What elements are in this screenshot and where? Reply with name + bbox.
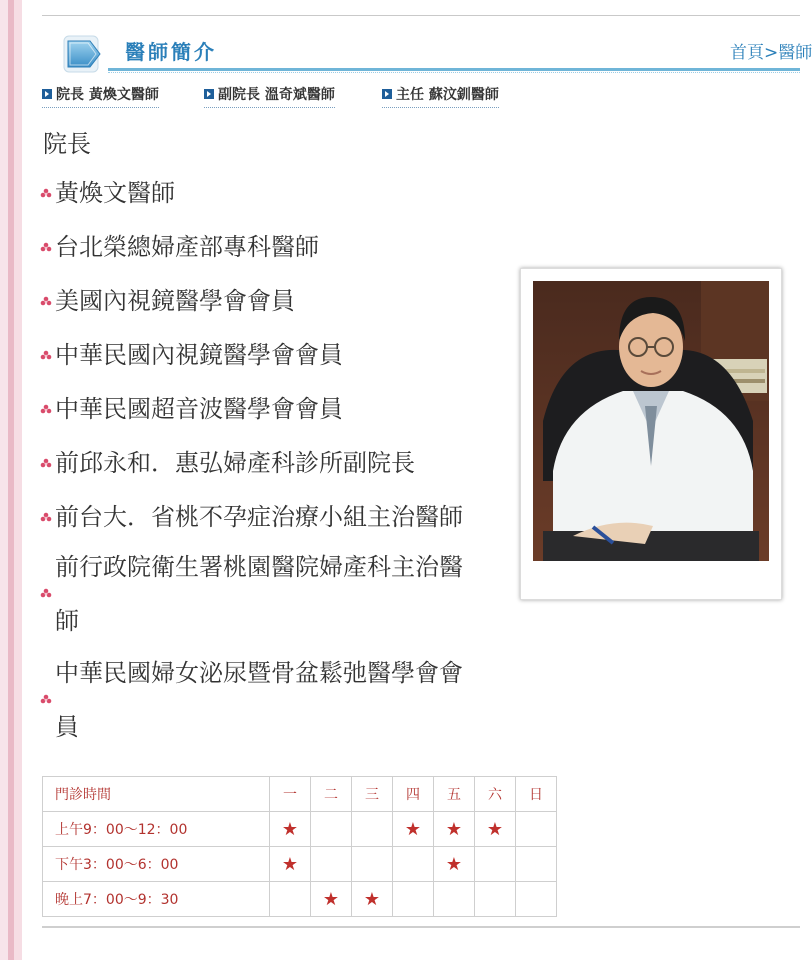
subnav-label: 院長 黃煥文醫師 [56, 87, 159, 103]
table-row [43, 847, 557, 882]
table-cell: 下午3：00～6：00 [43, 847, 270, 882]
header-dotted-line [108, 72, 800, 73]
table-cell: ★ [311, 882, 352, 917]
list-item [40, 220, 518, 274]
section-header [42, 30, 812, 76]
table-cell: ★ [352, 882, 393, 917]
table-cell: ★ [270, 847, 311, 882]
table-header-cell: 五 [434, 777, 475, 812]
subnav-label: 主任 蘇汶釧醫師 [396, 87, 499, 103]
table-cell [475, 882, 516, 917]
table-cell [516, 882, 557, 917]
flower-bullet-icon [40, 458, 52, 470]
flower-bullet-icon [40, 350, 52, 362]
table-cell: ★ [475, 812, 516, 847]
top-divider [42, 15, 800, 16]
flower-bullet-icon [40, 188, 52, 200]
table-cell [270, 882, 311, 917]
subnav-item-vice-director[interactable] [204, 84, 335, 108]
table-row [43, 882, 557, 917]
qualification-text-continued: 師 [55, 607, 79, 635]
table-cell [516, 812, 557, 847]
flower-bullet-icon [40, 694, 52, 706]
left-border-decoration [0, 0, 22, 960]
qualification-text: 中華民國超音波醫學會會員 [55, 395, 343, 423]
table-header-row [43, 777, 557, 812]
subnav-item-chief[interactable] [382, 84, 499, 108]
role-heading: 院長 [43, 130, 91, 158]
table-header-cell: 四 [393, 777, 434, 812]
table-header-cell: 三 [352, 777, 393, 812]
table-cell [516, 847, 557, 882]
flower-bullet-icon [40, 296, 52, 308]
table-header-cell: 二 [311, 777, 352, 812]
flower-bullet-icon [40, 242, 52, 254]
list-item [40, 382, 518, 436]
arrow-right-icon [42, 89, 52, 99]
table-cell [352, 812, 393, 847]
qualification-text: 黃煥文醫師 [55, 179, 175, 207]
list-item [40, 540, 518, 648]
table-cell: ★ [434, 847, 475, 882]
doctor-photo-frame [520, 268, 782, 600]
list-item [40, 328, 518, 382]
qualification-text: 前行政院衛生署桃園醫院婦產科主治醫 [55, 553, 463, 581]
page-title: 醫師簡介 [125, 40, 217, 64]
qualification-text: 台北榮總婦產部專科醫師 [55, 233, 319, 261]
list-item [40, 490, 518, 544]
subnav-item-director[interactable] [42, 84, 159, 108]
table-cell [475, 847, 516, 882]
qualification-text-continued: 員 [55, 713, 79, 741]
flower-bullet-icon [40, 404, 52, 416]
list-item [40, 646, 518, 754]
bottom-divider [42, 926, 800, 928]
header-underline [108, 68, 800, 71]
flower-bullet-icon [40, 588, 52, 600]
qualification-text: 前台大．省桃不孕症治療小組主治醫師 [55, 503, 463, 531]
breadcrumb[interactable]: 首頁>醫師 [730, 43, 812, 63]
table-cell: 上午9：00～12：00 [43, 812, 270, 847]
table-cell: ★ [270, 812, 311, 847]
table-header-cell: 六 [475, 777, 516, 812]
qualification-text: 美國內視鏡醫學會會員 [55, 287, 295, 315]
list-item [40, 166, 518, 220]
table-row [43, 812, 557, 847]
table-header-cell: 日 [516, 777, 557, 812]
table-cell [393, 847, 434, 882]
doctor-photo [533, 281, 769, 561]
qualification-text: 中華民國內視鏡醫學會會員 [55, 341, 343, 369]
arrow-right-icon [204, 89, 214, 99]
flower-bullet-icon [40, 512, 52, 524]
table-header-cell: 一 [270, 777, 311, 812]
table-cell [393, 882, 434, 917]
table-cell [311, 847, 352, 882]
table-cell [434, 882, 475, 917]
table-cell [352, 847, 393, 882]
table-cell [311, 812, 352, 847]
table-cell: 晚上7：00～9：30 [43, 882, 270, 917]
doctor-intro-tab-icon [62, 34, 110, 74]
clinic-schedule-table [42, 776, 557, 917]
table-cell: ★ [393, 812, 434, 847]
list-item [40, 436, 518, 490]
subnav-label: 副院長 溫奇斌醫師 [218, 87, 335, 103]
table-cell: ★ [434, 812, 475, 847]
list-item [40, 274, 518, 328]
arrow-right-icon [382, 89, 392, 99]
table-header-cell: 門診時間 [43, 777, 270, 812]
qualification-text: 中華民國婦女泌尿暨骨盆鬆弛醫學會會 [55, 659, 463, 687]
qualification-text: 前邱永和．惠弘婦產科診所副院長 [55, 449, 415, 477]
